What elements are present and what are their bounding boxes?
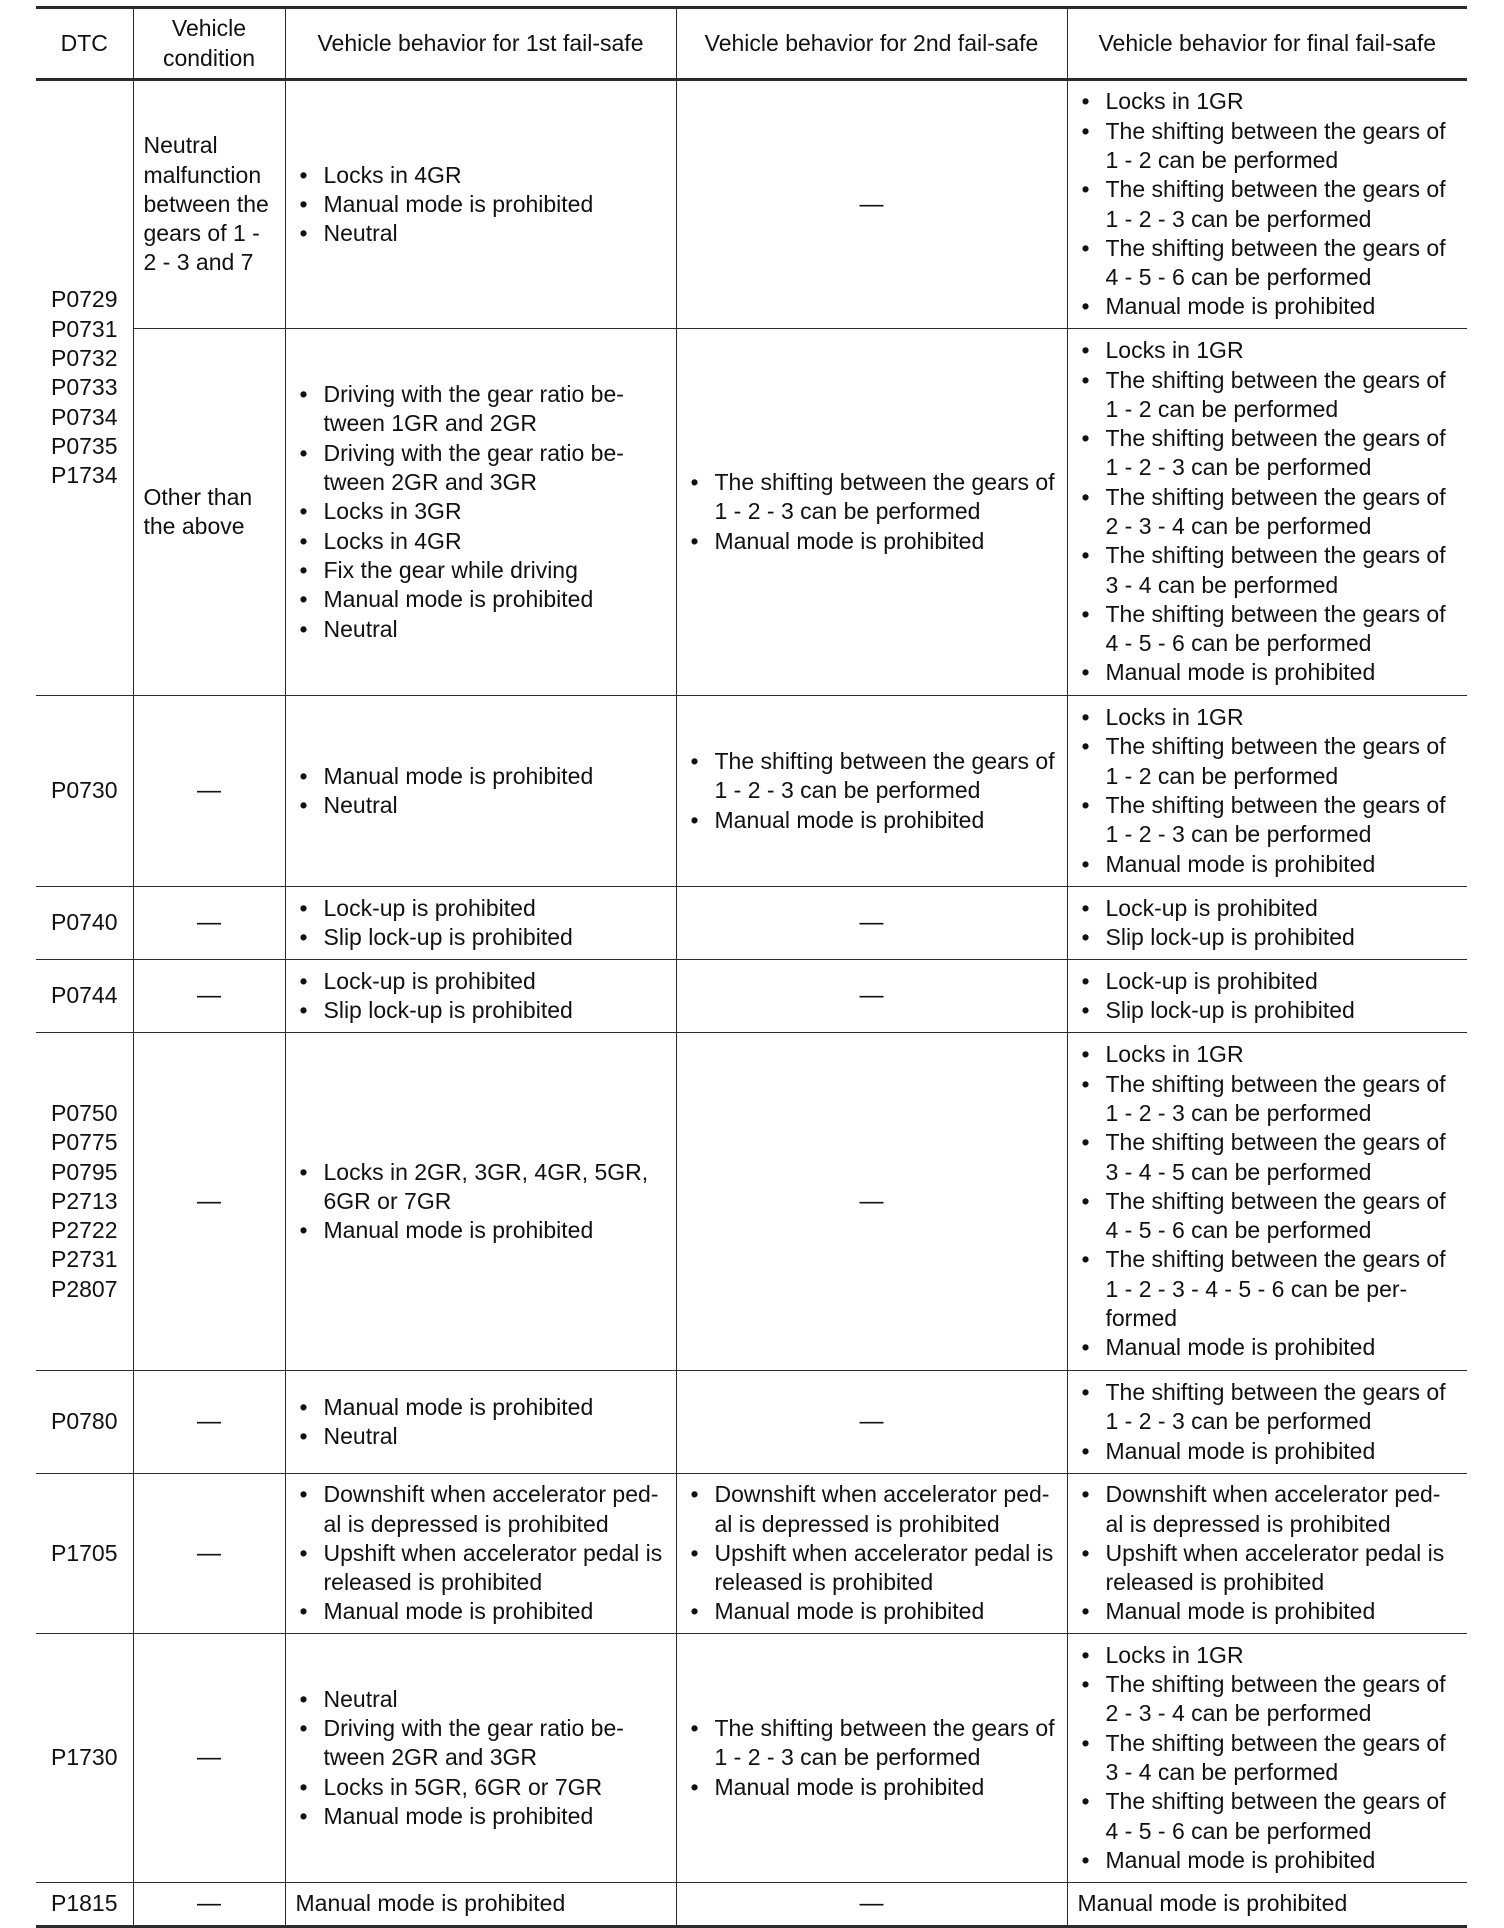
bullet-item: • Lock-up is prohibited xyxy=(296,894,666,923)
second-fail-safe-cell xyxy=(676,887,1067,960)
dtc-code: P1730 xyxy=(36,1634,133,1883)
first-fail-safe-cell xyxy=(285,1474,676,1634)
bullet-list xyxy=(1078,1040,1458,1362)
dtc-code: P1815 xyxy=(36,1883,133,1927)
second-fail-safe-cell xyxy=(676,329,1067,696)
empty-dash: — xyxy=(197,1187,221,1215)
bullet-list xyxy=(1078,1641,1458,1875)
bullet-item: • Manual mode is prohibited xyxy=(1078,292,1458,321)
empty-dash: — xyxy=(859,982,884,1010)
bullet-item: • The shifting between the gears of 4 - 5 - 6 can be performed xyxy=(1078,1787,1458,1846)
bullet-item: • The shifting between the gears of 1 - 2 - 3 can be performed xyxy=(1078,1070,1458,1129)
dtc-code: P2713 xyxy=(50,1187,118,1214)
bullet-item: • Neutral xyxy=(296,791,666,820)
dtc-code: P1705 xyxy=(36,1474,133,1634)
bullet-item: • The shifting between the gears of 2 - 3 - 4 can be performed xyxy=(1078,1670,1458,1729)
second-fail-safe-cell xyxy=(676,1883,1067,1927)
empty-dash: — xyxy=(197,1539,221,1567)
second-fail-safe-cell xyxy=(676,1371,1067,1474)
bullet-item: • Neutral xyxy=(296,1422,666,1451)
bullet-item: • The shifting between the gears of 4 - 5 - 6 can be performed xyxy=(1078,1187,1458,1246)
bullet-item: • The shifting between the gears of 1 - 2 - 3 can be performed xyxy=(687,1714,1057,1773)
dtc-code: P1734 xyxy=(50,462,118,489)
first-fail-safe-cell xyxy=(285,80,676,329)
bullet-item: • Manual mode is prohibited xyxy=(1078,1597,1458,1626)
bullet-item: • Neutral xyxy=(296,615,666,644)
dtc-code: P2807 xyxy=(50,1275,118,1302)
bullet-item: • Locks in 1GR xyxy=(1078,1040,1458,1069)
first-fail-safe-cell xyxy=(285,1371,676,1474)
bullet-item: • Neutral xyxy=(296,1685,666,1714)
bullet-item: • Manual mode is prohibited xyxy=(296,1597,666,1626)
empty-dash: — xyxy=(859,1890,884,1918)
empty-dash: — xyxy=(197,1408,221,1436)
header-dtc: DTC xyxy=(36,8,133,80)
empty-dash: — xyxy=(197,1744,221,1772)
bullet-list xyxy=(1078,703,1458,879)
bullet-item: • Upshift when accelerator pedal is released is prohibited xyxy=(296,1539,666,1598)
vehicle-condition-cell xyxy=(133,1033,285,1371)
final-fail-safe-cell xyxy=(1067,329,1467,696)
bullet-item: • The shifting between the gears of 1 - 2 can be performed xyxy=(1078,117,1458,176)
first-fail-safe-cell xyxy=(285,329,676,696)
dtc-code-list xyxy=(36,80,133,696)
bullet-item: • Locks in 3GR xyxy=(296,497,666,526)
second-fail-safe-cell xyxy=(676,696,1067,887)
first-fail-safe-cell xyxy=(285,1634,676,1883)
header-first-fail-safe: Vehicle behavior for 1st fail-safe xyxy=(285,8,676,80)
dtc-code: P0735 xyxy=(50,432,118,459)
empty-dash: — xyxy=(859,1408,884,1436)
bullet-list xyxy=(296,1393,666,1452)
bullet-item: • The shifting between the gears of 1 - 2 - 3 can be performed xyxy=(1078,791,1458,850)
table-row xyxy=(36,1883,1467,1927)
bullet-item: • Manual mode is prohibited xyxy=(1078,1846,1458,1875)
bullet-item: • Manual mode is prohibited xyxy=(687,806,1057,835)
dtc-code: P0730 xyxy=(36,696,133,887)
dtc-code: P0733 xyxy=(50,374,118,401)
header-final-fail-safe: Vehicle behavior for final fail-safe xyxy=(1067,8,1467,80)
bullet-item: • Slip lock-up is prohibited xyxy=(1078,923,1458,952)
vehicle-condition-cell xyxy=(133,696,285,887)
fail-safe-table xyxy=(36,6,1467,1928)
table-row xyxy=(36,887,1467,960)
empty-dash: — xyxy=(197,982,221,1010)
dtc-code-list xyxy=(36,1033,133,1371)
bullet-item: • The shifting between the gears of 1 - 2 can be performed xyxy=(1078,366,1458,425)
bullet-item: • The shifting between the gears of 4 - 5 - 6 can be performed xyxy=(1078,234,1458,293)
bullet-item: • The shifting between the gears of 3 - 4 can be performed xyxy=(1078,541,1458,600)
final-fail-safe-cell xyxy=(1067,1371,1467,1474)
final-fail-safe-cell xyxy=(1067,1634,1467,1883)
table-row xyxy=(36,80,1467,329)
bullet-item: • The shifting between the gears of 1 - 2 - 3 can be performed xyxy=(1078,1378,1458,1437)
table-row xyxy=(36,696,1467,887)
bullet-item: • Locks in 2GR, 3GR, 4GR, 5GR, 6GR or 7GR xyxy=(296,1158,666,1217)
bullet-item: • Driving with the gear ratio be-tween 1GR and 2GR xyxy=(296,380,666,439)
bullet-item: • Locks in 1GR xyxy=(1078,1641,1458,1670)
bullet-item: • Locks in 1GR xyxy=(1078,336,1458,365)
first-fail-safe-cell xyxy=(285,696,676,887)
empty-dash: — xyxy=(197,909,221,937)
bullet-item: • The shifting between the gears of 4 - 5 - 6 can be performed xyxy=(1078,600,1458,659)
header-vehicle-condition: Vehicle condition xyxy=(133,8,285,80)
bullet-item: • The shifting between the gears of 1 - 2 - 3 can be performed xyxy=(1078,424,1458,483)
bullet-list xyxy=(1078,894,1458,953)
bullet-item: • Lock-up is prohibited xyxy=(296,967,666,996)
dtc-code: P0734 xyxy=(50,403,118,430)
bullet-list xyxy=(687,1480,1057,1626)
dtc-code: P0729 xyxy=(50,286,118,313)
first-fail-safe-cell xyxy=(285,887,676,960)
bullet-item: • Slip lock-up is prohibited xyxy=(296,923,666,952)
vehicle-condition-cell xyxy=(133,960,285,1033)
bullet-list xyxy=(687,468,1057,556)
bullet-list xyxy=(1078,967,1458,1026)
first-fail-safe-cell: Manual mode is prohibited xyxy=(285,1883,676,1927)
dtc-code: P2731 xyxy=(50,1246,118,1273)
first-fail-safe-cell xyxy=(285,1033,676,1371)
bullet-list xyxy=(687,1714,1057,1802)
bullet-list xyxy=(1078,87,1458,321)
empty-dash: — xyxy=(197,1890,221,1918)
bullet-list xyxy=(296,894,666,953)
final-fail-safe-cell xyxy=(1067,80,1467,329)
second-fail-safe-cell xyxy=(676,1634,1067,1883)
bullet-item: • The shifting between the gears of 1 - 2 - 3 can be performed xyxy=(687,468,1057,527)
bullet-list xyxy=(296,1685,666,1831)
bullet-list xyxy=(687,747,1057,835)
final-fail-safe-cell: Manual mode is prohibited xyxy=(1067,1883,1467,1927)
bullet-item: • Fix the gear while driving xyxy=(296,556,666,585)
bullet-item: • Slip lock-up is prohibited xyxy=(1078,996,1458,1025)
final-fail-safe-cell xyxy=(1067,1474,1467,1634)
dtc-code: P0731 xyxy=(50,315,118,342)
bullet-item: • The shifting between the gears of 1 - 2 - 3 - 4 - 5 - 6 can be per-formed xyxy=(1078,1245,1458,1333)
final-fail-safe-cell xyxy=(1067,887,1467,960)
bullet-item: • Manual mode is prohibited xyxy=(296,585,666,614)
bullet-item: • The shifting between the gears of 2 - 3 - 4 can be performed xyxy=(1078,483,1458,542)
bullet-item: • Upshift when accelerator pedal is released is prohibited xyxy=(687,1539,1057,1598)
bullet-item: • Manual mode is prohibited xyxy=(687,527,1057,556)
dtc-code: P0795 xyxy=(50,1158,118,1185)
bullet-list xyxy=(296,967,666,1026)
empty-dash: — xyxy=(859,190,884,218)
bullet-item: • Downshift when accelerator ped-al is depressed is prohibited xyxy=(1078,1480,1458,1539)
bullet-item: • Locks in 4GR xyxy=(296,527,666,556)
bullet-item: • The shifting between the gears of 1 - 2 can be performed xyxy=(1078,732,1458,791)
bullet-list xyxy=(1078,1480,1458,1626)
bullet-list xyxy=(1078,1378,1458,1466)
table-row xyxy=(36,960,1467,1033)
bullet-item: • Manual mode is prohibited xyxy=(296,762,666,791)
bullet-list xyxy=(296,1480,666,1626)
bullet-item: • Manual mode is prohibited xyxy=(296,1216,666,1245)
bullet-list xyxy=(296,161,666,249)
bullet-item: • Manual mode is prohibited xyxy=(687,1773,1057,1802)
bullet-item: • Manual mode is prohibited xyxy=(1078,1333,1458,1362)
bullet-item: • Locks in 5GR, 6GR or 7GR xyxy=(296,1773,666,1802)
bullet-item: • Manual mode is prohibited xyxy=(296,190,666,219)
dtc-code: P0740 xyxy=(36,887,133,960)
bullet-item: • The shifting between the gears of 1 - 2 - 3 can be performed xyxy=(1078,175,1458,234)
bullet-item: • Manual mode is prohibited xyxy=(1078,850,1458,879)
bullet-item: • The shifting between the gears of 3 - 4 can be performed xyxy=(1078,1729,1458,1788)
empty-dash: — xyxy=(859,1187,884,1215)
bullet-item: • Lock-up is prohibited xyxy=(1078,894,1458,923)
bullet-item: • Manual mode is prohibited xyxy=(687,1597,1057,1626)
table-row xyxy=(36,1474,1467,1634)
bullet-item: • Lock-up is prohibited xyxy=(1078,967,1458,996)
vehicle-condition-cell: Other than the above xyxy=(133,329,285,696)
vehicle-condition-cell: Neutral malfunction between the gears of 1 - 2 - 3 and 7 xyxy=(133,80,285,329)
table-row xyxy=(36,1371,1467,1474)
dtc-code: P2722 xyxy=(50,1217,118,1244)
first-fail-safe-cell xyxy=(285,960,676,1033)
bullet-item: • The shifting between the gears of 3 - 4 - 5 can be performed xyxy=(1078,1128,1458,1187)
second-fail-safe-cell xyxy=(676,1474,1067,1634)
bullet-item: • Manual mode is prohibited xyxy=(1078,658,1458,687)
dtc-code: P0775 xyxy=(50,1129,118,1156)
table-row xyxy=(36,329,1467,696)
final-fail-safe-cell xyxy=(1067,1033,1467,1371)
vehicle-condition-cell xyxy=(133,1474,285,1634)
second-fail-safe-cell xyxy=(676,960,1067,1033)
bullet-item: • Driving with the gear ratio be-tween 2GR and 3GR xyxy=(296,439,666,498)
bullet-list xyxy=(296,1158,666,1246)
dtc-code: P0744 xyxy=(36,960,133,1033)
bullet-item: • Slip lock-up is prohibited xyxy=(296,996,666,1025)
header-row xyxy=(36,8,1467,80)
dtc-code: P0750 xyxy=(50,1099,118,1126)
bullet-item: • Locks in 4GR xyxy=(296,161,666,190)
bullet-item: • Locks in 1GR xyxy=(1078,703,1458,732)
bullet-item: • The shifting between the gears of 1 - 2 - 3 can be performed xyxy=(687,747,1057,806)
bullet-item: • Manual mode is prohibited xyxy=(296,1393,666,1422)
bullet-item: • Manual mode is prohibited xyxy=(1078,1437,1458,1466)
empty-dash: — xyxy=(197,777,221,805)
bullet-list xyxy=(296,762,666,821)
bullet-item: • Neutral xyxy=(296,219,666,248)
bullet-item: • Driving with the gear ratio be-tween 2GR and 3GR xyxy=(296,1714,666,1773)
bullet-item: • Downshift when accelerator ped-al is depressed is prohibited xyxy=(687,1480,1057,1539)
table-row xyxy=(36,1033,1467,1371)
bullet-item: • Downshift when accelerator ped-al is depressed is prohibited xyxy=(296,1480,666,1539)
empty-dash: — xyxy=(859,909,884,937)
final-fail-safe-cell xyxy=(1067,696,1467,887)
second-fail-safe-cell xyxy=(676,1033,1067,1371)
second-fail-safe-cell xyxy=(676,80,1067,329)
dtc-code: P0780 xyxy=(36,1371,133,1474)
vehicle-condition-cell xyxy=(133,887,285,960)
bullet-item: • Locks in 1GR xyxy=(1078,87,1458,116)
table-row xyxy=(36,1634,1467,1883)
bullet-list xyxy=(1078,336,1458,688)
fail-safe-document xyxy=(36,6,1467,1928)
bullet-list xyxy=(296,380,666,644)
final-fail-safe-cell xyxy=(1067,960,1467,1033)
bullet-item: • Upshift when accelerator pedal is released is prohibited xyxy=(1078,1539,1458,1598)
header-second-fail-safe: Vehicle behavior for 2nd fail-safe xyxy=(676,8,1067,80)
dtc-code: P0732 xyxy=(50,345,118,372)
bullet-item: • Manual mode is prohibited xyxy=(296,1802,666,1831)
vehicle-condition-cell xyxy=(133,1634,285,1883)
vehicle-condition-cell xyxy=(133,1883,285,1927)
vehicle-condition-cell xyxy=(133,1371,285,1474)
